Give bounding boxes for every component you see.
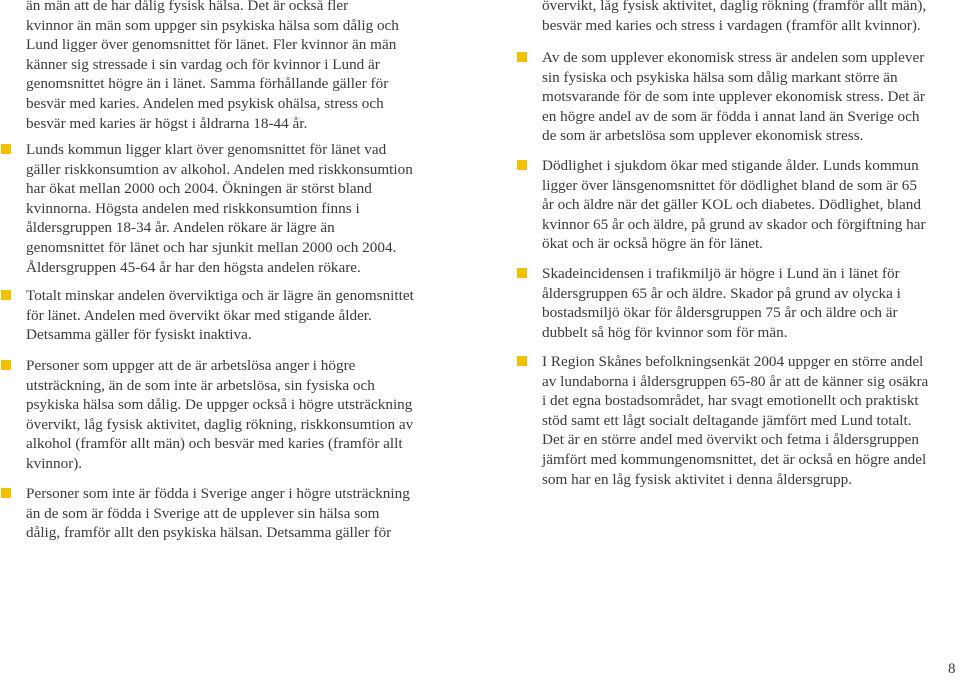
paragraph-line: sin fysiska och psykiska hälsa som dålig markant större än [542, 68, 898, 86]
paragraph-line: kvinnor 65 år och äldre, på grund av skador och förgiftning har [542, 215, 926, 233]
paragraph-line: än de som är födda i Sverige att de upplever sin hälsa som [26, 504, 380, 522]
paragraph-line: Detsamma gäller för fysiskt inaktiva. [26, 326, 252, 344]
paragraph-line: dubbelt så hög för kvinnor som för män. [542, 323, 788, 341]
paragraph-line: utsträckning, än de som inte är arbetslösa, sin fysiska och [26, 376, 375, 394]
bullet-marker-icon [517, 52, 527, 62]
bullet-item-economic-stress [542, 48, 925, 146]
bullet-marker-icon [1, 360, 11, 370]
paragraph-line: övervikt, låg fysisk aktivitet, daglig rökning (framför allt män), [542, 0, 927, 14]
bullet-marker-icon [1, 144, 11, 154]
paragraph-line: Åldersgruppen 45-64 år har den högsta andelen rökare. [26, 258, 361, 276]
paragraph-line: som har en låg fysisk aktivitet i denna åldersgrupp. [542, 470, 853, 488]
paragraph-line: genomsnittet högre än i länet. Samma förhållande gäller för [26, 75, 389, 93]
paragraph-line: Dödlighet i sjukdom ökar med stigande ålder. Lunds kommun [542, 157, 919, 174]
paragraph-line: Personer som inte är födda i Sverige anger i högre utsträckning [26, 485, 410, 502]
paragraph-line: år och äldre när det gäller KOL och diabetes. Dödlighet, bland [542, 196, 921, 214]
paragraph-line: besvär med karies. Andelen med psykisk ohälsa, stress och [26, 94, 384, 112]
paragraph-line: dålig, framför allt den psykiska hälsan. Detsamma gäller för [26, 524, 392, 542]
paragraph-line: känner sig stressade i sin vardag och för kvinnor i Lund är [26, 55, 380, 73]
paragraph-line: för länet. Andelen med övervikt ökar med stigande ålder. [26, 306, 372, 324]
paragraph-line: Personer som uppger att de är arbetslösa anger i högre [26, 357, 356, 374]
paragraph-line: stöd samt ett lågt socialt deltagande jämfört med Lund totalt. [542, 411, 912, 429]
bullet-marker-icon [1, 488, 11, 498]
paragraph-line: en högre andel av de som är födda i annat land än Sverige och [542, 107, 920, 125]
paragraph-line: motsvarande för de som inte upplever ekonomisk stress. Det är [542, 88, 925, 106]
bullet-item-alcohol [26, 140, 413, 277]
paragraph-line: gäller riskkonsumtion av alkohol. Andelen med riskkonsumtion [26, 160, 413, 178]
paragraph-line: kvinnor än män som uppger sin psykiska hälsa som dålig och [26, 16, 399, 34]
bullet-item-overweight [26, 286, 414, 345]
bullet-marker-icon [1, 290, 11, 300]
bullet-marker-icon [517, 268, 527, 278]
paragraph-line: ökat och är också högre än för länet. [542, 235, 763, 253]
paragraph-line: ligger över länsgenomsnittet för dödlighet bland de som är 65 [542, 176, 917, 194]
paragraph-line: Totalt minskar andelen överviktiga och är lägre än genomsnittet [26, 287, 414, 304]
paragraph-line: Av de som upplever ekonomisk stress är andelen som upplever [542, 49, 925, 66]
bullet-item-injuries [542, 264, 901, 342]
paragraph-line: kvinnor). [26, 454, 83, 472]
bullet-item-unemployed [26, 356, 413, 474]
paragraph-line: jämfört med kommungenomsnittet, det är också en högre andel [542, 450, 927, 468]
paragraph-line: Lunds kommun ligger klart över genomsnittet för länet vad [26, 141, 387, 158]
page-number: 8 [948, 661, 956, 677]
left-intro-paragraph [26, 0, 399, 133]
paragraph-line: övervikt, låg fysisk aktivitet, daglig rökning, riskkonsumtion av [26, 415, 414, 433]
bullet-marker-icon [517, 160, 527, 170]
paragraph-line: av lundaborna i åldersgruppen 65-80 år att de känner sig osäkra [542, 372, 929, 390]
paragraph-line: åldersgruppen 65 år och äldre. Skador på grund av olycka i [542, 284, 901, 302]
paragraph-line: psykiska hälsa som dålig. De uppger också i högre utsträckning [26, 396, 413, 414]
paragraph-line: Lund ligger över genomsnittet för länet. Fler kvinnor än män [26, 36, 397, 54]
bullet-item-survey [542, 352, 928, 489]
paragraph-line: alkohol (framför allt män) och besvär med karies (framför allt [26, 435, 403, 453]
paragraph-line: besvär med karies är högst i åldrarna 18-44 år. [26, 114, 308, 132]
paragraph-line: kvinnorna. Högsta andelen med riskkonsumtion finns i [26, 199, 360, 217]
paragraph-line: än män att de har dålig fysisk hälsa. Det är också fler [26, 0, 349, 14]
paragraph-line: bostadsmiljö ökar för åldersgruppen 75 år och äldre och är [542, 304, 898, 322]
paragraph-line: I Region Skånes befolkningsenkät 2004 uppger en större andel [542, 353, 924, 370]
bullet-item-foreign-born [26, 484, 410, 543]
right-intro-paragraph [542, 0, 926, 35]
bullet-item-mortality [542, 156, 926, 254]
paragraph-line: i det egna bostadsområdet, har svagt emotionellt och praktiskt [542, 392, 919, 410]
paragraph-line: Det är en större andel med övervikt och fetma i åldersgruppen [542, 431, 920, 449]
paragraph-line: besvär med karies och stress i vardagen (framför allt kvinnor). [542, 16, 921, 34]
paragraph-line: har ökat mellan 2000 och 2004. Ökningen är störst bland [26, 180, 372, 198]
paragraph-line: Skadeincidensen i trafikmiljö är högre i Lund än i länet för [542, 265, 900, 282]
paragraph-line: genomsnittet för länet och har sjunkit mellan 2000 och 2004. [26, 238, 397, 256]
paragraph-line: de som är arbetslösa som upplever ekonomisk stress. [542, 127, 864, 145]
bullet-marker-icon [517, 356, 527, 366]
paragraph-line: åldersgruppen 18-34 år. Andelen rökare är lägre än [26, 219, 335, 237]
